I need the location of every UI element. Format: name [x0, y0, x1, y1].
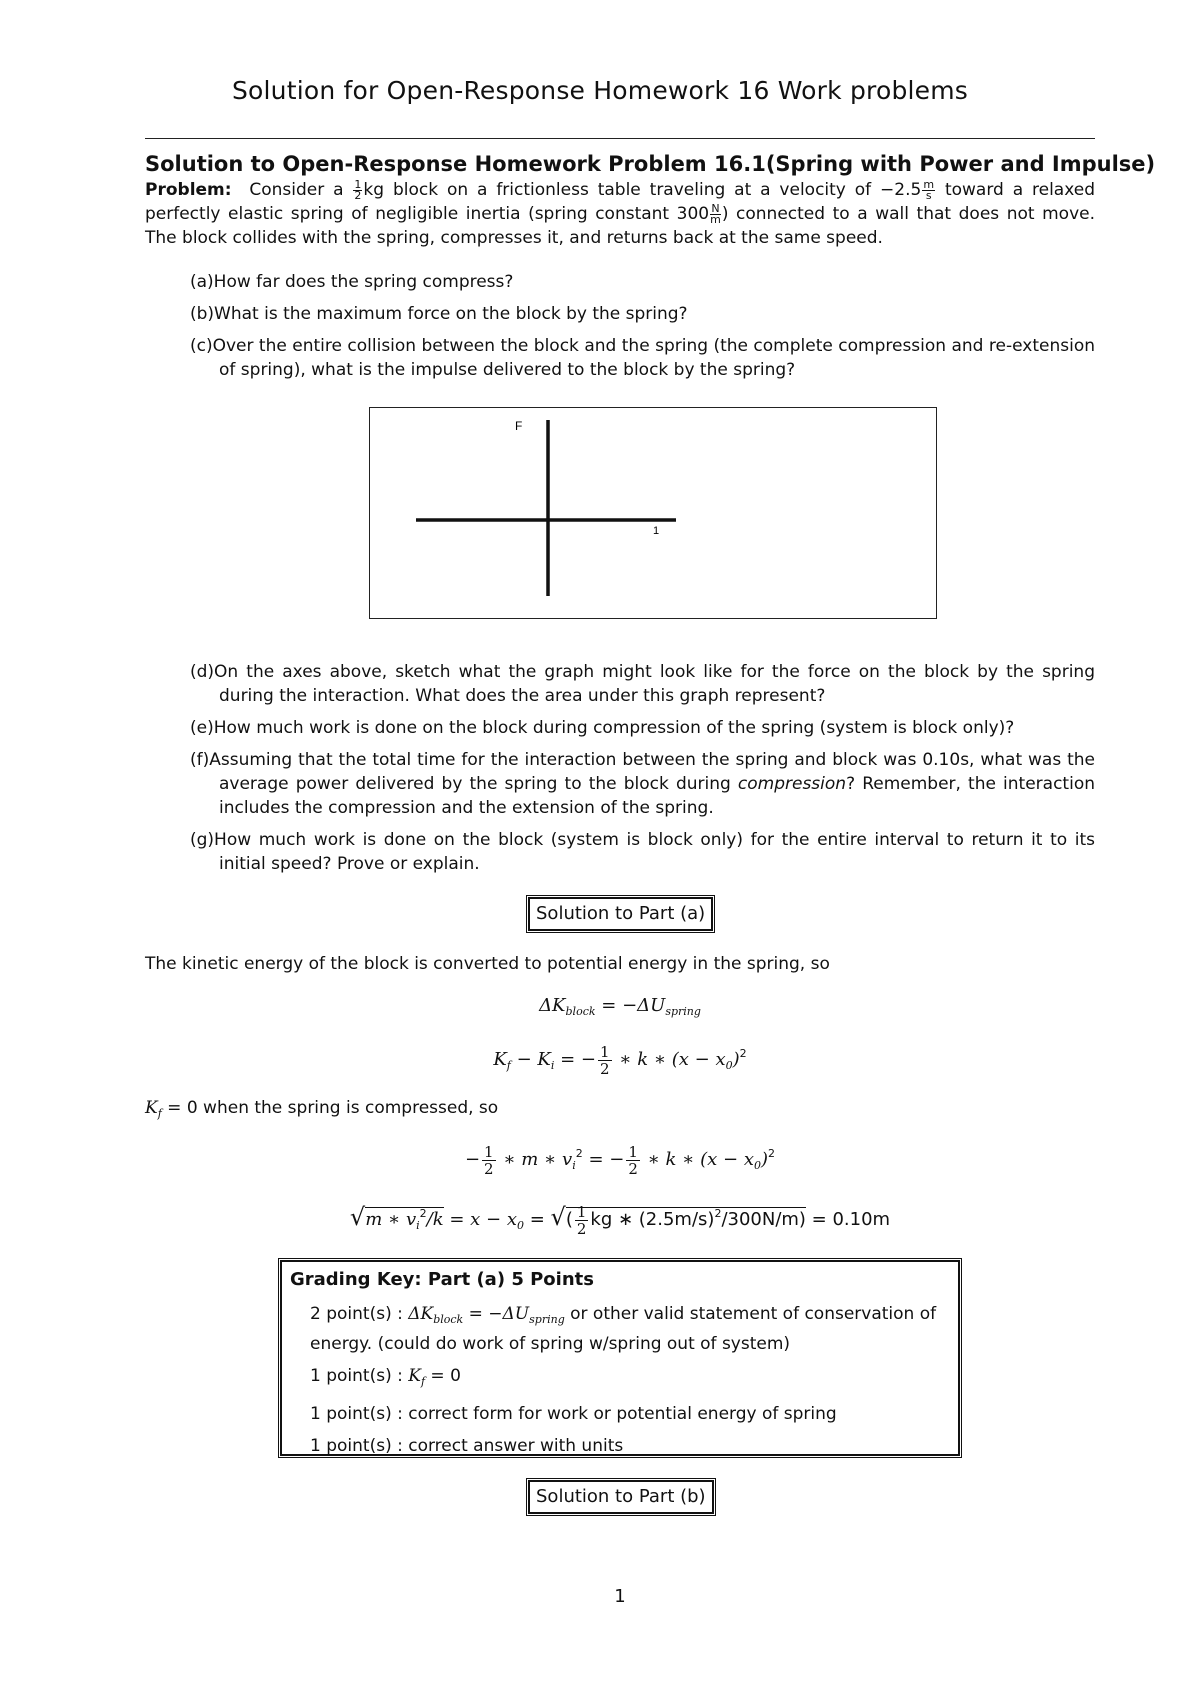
k-unit-num: N — [711, 201, 720, 215]
eq3-fraction — [482, 1144, 496, 1177]
vel-unit-den: s — [925, 188, 932, 202]
eq2-frac-num: 1 — [599, 1042, 610, 1061]
sqrt-body-1 — [365, 1207, 443, 1230]
equation-2 — [0, 1040, 1200, 1080]
eq2-c: = − — [554, 1049, 596, 1070]
eq4-frac-num: 1 — [576, 1202, 587, 1221]
eq2-a-sub: f — [506, 1059, 511, 1072]
eq3-b-sub: i — [572, 1159, 576, 1172]
eq4-eq: = — [524, 1209, 551, 1230]
part-f — [190, 748, 1095, 820]
eq4-result: = 0.10m — [805, 1209, 891, 1230]
part-b: (b)What is the maximum force on the block by the spring? — [190, 304, 688, 324]
grading-item-1-math-sub: block — [433, 1313, 464, 1326]
eq3-frac2-num: 1 — [628, 1142, 638, 1161]
eq2-e: ) — [732, 1049, 740, 1070]
problem-heading: Solution to Open-Response Homework Problem 16.1(Spring with Power and Impulse) — [145, 152, 1156, 176]
problem-text-2: kg block on a frictionless table traveling at a velocity of −2.5 — [363, 180, 922, 200]
grading-item-1-points: 2 point(s) : — [310, 1304, 409, 1324]
eq2-e-sup: 2 — [739, 1047, 747, 1060]
kf-statement — [145, 1096, 498, 1126]
sqrt-body-2 — [565, 1202, 806, 1238]
grading-item-1-math2-sub: spring — [529, 1313, 565, 1326]
eq2-b: − K — [510, 1049, 551, 1070]
question-parts-top — [190, 270, 1095, 390]
x-axis-tick-label: 1 — [653, 525, 660, 537]
kf-sub: f — [157, 1107, 162, 1120]
force-axes — [370, 408, 936, 618]
problem-statement — [145, 178, 1095, 250]
eq3-c: = − — [582, 1149, 625, 1170]
y-axis-label: F — [515, 419, 523, 433]
part-f-text-1: (f)Assuming that the total time for the interaction between the spring and block was 0.10s, what was the average power delivered by the spring to the block during — [190, 750, 1095, 794]
equation-1 — [0, 992, 1200, 1026]
mass-frac-den: 2 — [354, 188, 362, 202]
eq4-sqrt-2c: /300N/m) — [721, 1209, 806, 1230]
eq4-mid: = x − x — [443, 1209, 517, 1230]
grading-key-part-a — [280, 1260, 960, 1456]
solution-a-label: Solution to Part (a) — [528, 897, 713, 931]
eq2-a: K — [493, 1049, 507, 1070]
eq3-fraction-2 — [626, 1144, 640, 1177]
eq4-fraction — [575, 1204, 589, 1237]
grading-item-1-text: or other valid statement of conservation of energy. (could do work of spring w/spring out of system) — [310, 1304, 937, 1354]
velocity-unit-fraction — [922, 177, 935, 202]
eq3-a: − — [464, 1149, 481, 1170]
problem-text-1: Consider a — [249, 180, 344, 200]
eq4-sqrt-1: m ∗ v — [365, 1209, 417, 1230]
sqrt-symbol-2: √ — [550, 1203, 566, 1231]
part-a: (a)How far does the spring compress? — [190, 272, 514, 292]
equation-4 — [0, 1200, 1200, 1240]
eq4-mid-sub: 0 — [517, 1219, 524, 1232]
grading-item-2-text: = 0 — [425, 1366, 461, 1386]
eq3-d: ∗ k ∗ (x − x — [641, 1149, 754, 1170]
grading-item-2 — [310, 1364, 950, 1394]
grading-item-2-math-sub: f — [420, 1375, 426, 1388]
equation-3 — [0, 1140, 1200, 1180]
grading-item-1-math: ΔK — [408, 1304, 434, 1324]
force-axes-figure — [369, 407, 937, 619]
eq2-fraction — [598, 1044, 612, 1077]
part-f-text-2: ? Remember, the interaction includes the compression and the extension of the spring. — [219, 774, 1095, 818]
k-unit-den: m — [710, 212, 721, 226]
eq3-b-sup: 2 — [575, 1147, 583, 1160]
eq2-d-sub: 0 — [725, 1059, 733, 1072]
grading-item-4: 1 point(s) : correct answer with units — [310, 1436, 624, 1456]
grading-item-1-math2: = −ΔU — [463, 1304, 530, 1324]
part-e: (e)How much work is done on the block during compression of the spring (system is block only)? — [190, 718, 1015, 738]
kf-math: K — [145, 1098, 158, 1118]
eq3-e-sup: 2 — [768, 1147, 776, 1160]
grading-item-2-points: 1 point(s) : — [310, 1366, 409, 1386]
eq1-rhs-sub: spring — [665, 1005, 701, 1018]
part-f-emphasis: compression — [737, 774, 847, 794]
title-rule — [145, 138, 1095, 139]
part-d: (d)On the axes above, sketch what the graph might look like for the force on the block by the spring during the interaction. What does the area under this graph represent? — [190, 662, 1095, 706]
eq3-frac2-den: 2 — [628, 1159, 638, 1178]
question-parts-bottom — [190, 660, 1095, 884]
page-number: 1 — [614, 1586, 626, 1607]
eq3-b: ∗ m ∗ v — [497, 1149, 573, 1170]
vel-unit-num: m — [923, 177, 935, 191]
part-c: (c)Over the entire collision between the block and the spring (the complete compression and re-extension of spring), what is the impulse delivered to the block by the spring? — [190, 336, 1095, 380]
eq3-d-sub: 0 — [754, 1159, 761, 1172]
sqrt-symbol-1: √ — [349, 1203, 366, 1231]
problem-label: Problem: — [145, 180, 232, 200]
eq4-sqrt-1-sub: i — [416, 1219, 420, 1232]
eq2-d: ∗ k ∗ (x − x — [613, 1049, 726, 1070]
grading-title: Grading Key: Part (a) 5 Points — [290, 1269, 594, 1290]
eq2-b-sub: i — [550, 1059, 555, 1072]
eq1-lhs-sub: block — [565, 1005, 596, 1018]
eq4-sqrt-1-sup: 2 — [419, 1207, 427, 1220]
grading-item-3: 1 point(s) : correct form for work or potential energy of spring — [310, 1404, 837, 1424]
eq4-frac-den: 2 — [576, 1219, 587, 1238]
eq1-rhs: = −ΔU — [601, 995, 666, 1016]
solution-a-intro: The kinetic energy of the block is converted to potential energy in the spring, so — [145, 954, 830, 974]
grading-item-1 — [310, 1302, 950, 1356]
eq3-frac-den: 2 — [484, 1159, 494, 1178]
eq4-sqrt-2a: ( — [565, 1209, 573, 1230]
mass-frac-num: 1 — [354, 177, 362, 191]
eq4-sqrt-2b: kg ∗ (2.5m/s) — [590, 1209, 715, 1230]
problem-text-3: toward a relaxed perfectly elastic spring of negligible inertia (spring constant 300 — [145, 180, 1096, 224]
eq3-frac-num: 1 — [484, 1142, 494, 1161]
eq4-sqrt-2b-sup: 2 — [714, 1207, 722, 1220]
page-title: Solution for Open-Response Homework 16 Work problems — [231, 76, 969, 105]
mass-fraction — [353, 177, 362, 202]
grading-item-2-math: K — [408, 1366, 421, 1386]
solution-b-label: Solution to Part (b) — [528, 1480, 714, 1514]
spring-constant-unit-fraction — [710, 201, 721, 226]
eq2-frac-den: 2 — [599, 1059, 610, 1078]
eq3-e: ) — [761, 1149, 769, 1170]
grading-list — [310, 1302, 950, 1466]
kf-text: = 0 when the spring is compressed, so — [161, 1098, 499, 1118]
eq4-sqrt-1b: /k — [426, 1209, 444, 1230]
part-g: (g)How much work is done on the block (system is block only) for the entire interval to return it to its initial speed? Prove or explain. — [190, 830, 1095, 874]
eq1-lhs: ΔK — [539, 995, 566, 1016]
problem-text-4: ) connected to a wall that does not move. The block collides with the spring, compresses it, and returns back at the same speed. — [145, 204, 1095, 248]
